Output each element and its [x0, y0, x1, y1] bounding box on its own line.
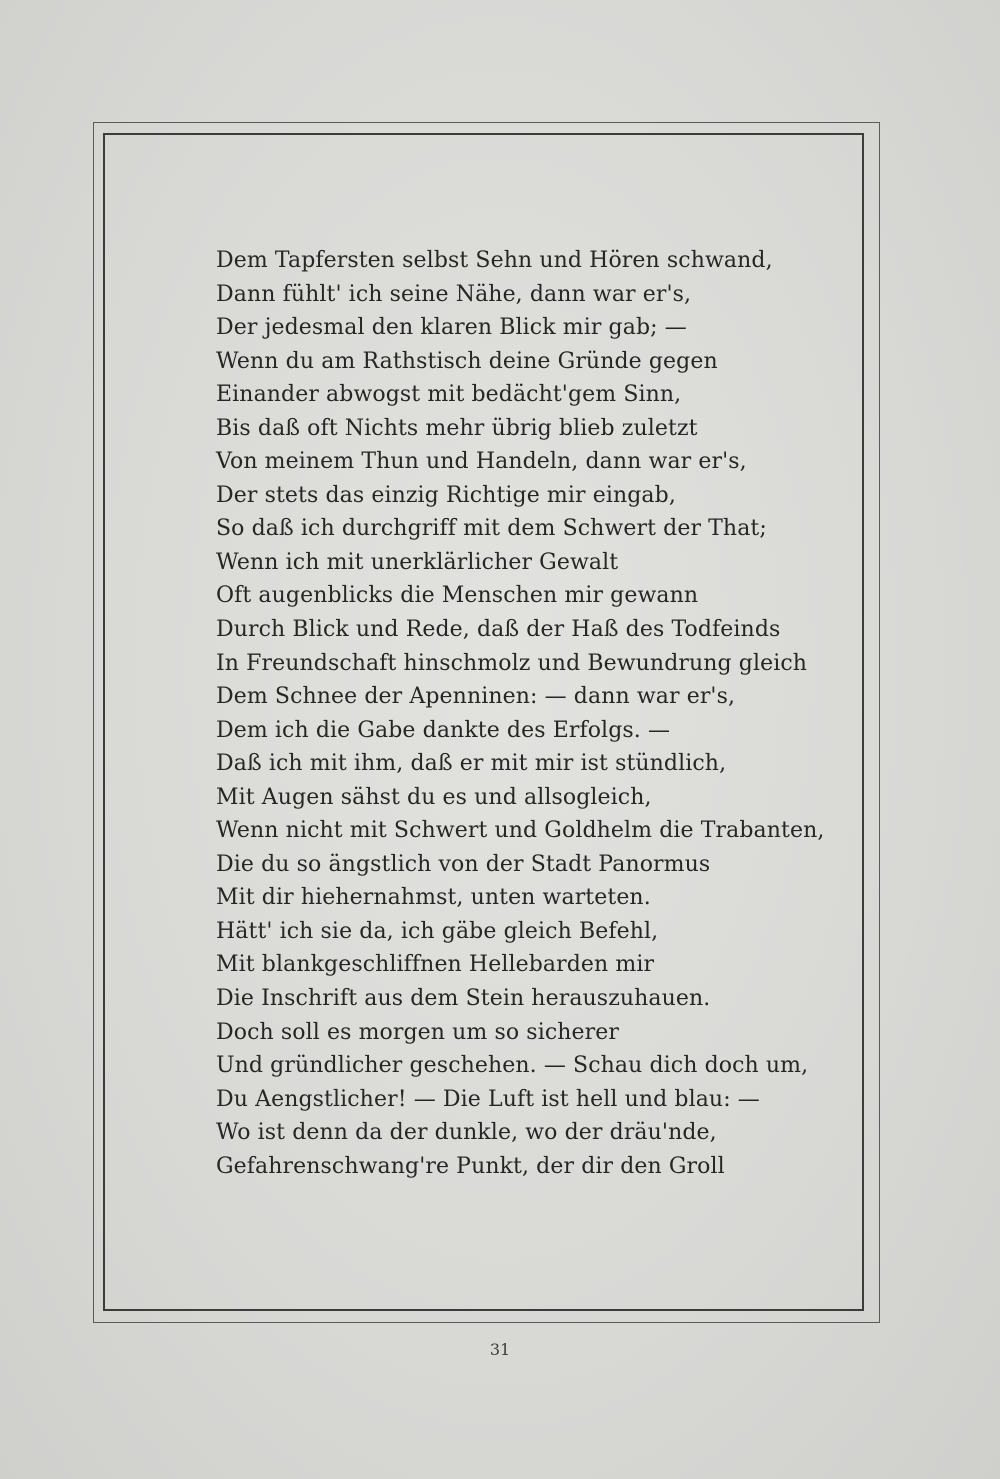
verse-line: So daß ich durchgriff mit dem Schwert der That;	[216, 516, 767, 542]
verse-line: Von meinem Thun und Handeln, dann war er's,	[216, 449, 747, 475]
verse-line: Doch soll es morgen um so sicherer	[216, 1019, 619, 1045]
verse-line: Du Aengstlicher! — Die Luft ist hell und blau: —	[216, 1086, 760, 1112]
verse-text-block	[216, 244, 825, 1183]
verse-line: Gefahrenschwang're Punkt, der dir den Groll	[216, 1153, 725, 1179]
verse-line: Dem Tapfersten selbst Sehn und Hören schwand,	[216, 248, 773, 273]
verse-line: Die Inschrift aus dem Stein herauszuhauen.	[216, 986, 711, 1012]
verse-line: Bis daß oft Nichts mehr übrig blieb zuletzt	[216, 415, 698, 441]
verse-line: Dann fühlt' ich seine Nähe, dann war er's,	[216, 281, 692, 307]
verse-line: Der jedesmal den klaren Blick mir gab; —	[216, 315, 687, 341]
verse-line: Wenn nicht mit Schwert und Goldhelm die Trabanten,	[216, 818, 825, 844]
verse-line: Daß ich mit ihm, daß er mit mir ist stündlich,	[216, 751, 727, 777]
verse-line: Wenn ich mit unerklärlicher Gewalt	[216, 549, 619, 575]
verse-line: Mit dir hiehernahmst, unten warteten.	[216, 885, 651, 911]
verse-line: Oft augenblicks die Menschen mir gewann	[216, 583, 699, 609]
verse-line: Wo ist denn da der dunkle, wo der dräu'nde,	[216, 1120, 717, 1146]
verse-line: Hätt' ich sie da, ich gäbe gleich Befehl,	[216, 918, 659, 944]
verse-line: Der stets das einzig Richtige mir eingab,	[216, 482, 676, 508]
verse-line: Durch Blick und Rede, daß der Haß des Todfeinds	[216, 617, 781, 643]
page-number: 31	[489, 1340, 511, 1359]
verse-line: Mit Augen sähst du es und allsogleich,	[216, 784, 652, 810]
verse-line: Mit blankgeschliffnen Hellebarden mir	[216, 952, 655, 978]
verse-line: Wenn du am Rathstisch deine Gründe gegen	[216, 348, 718, 374]
verse-line: Dem ich die Gabe dankte des Erfolgs. —	[216, 717, 671, 743]
verse-line: In Freundschaft hinschmolz und Bewundrung gleich	[216, 650, 808, 676]
verse-line: Dem Schnee der Apenninen: — dann war er's,	[216, 684, 736, 710]
verse-line: Die du so ängstlich von der Stadt Panormus	[216, 851, 711, 877]
verse-line: Einander abwogst mit bedächt'gem Sinn,	[216, 382, 682, 408]
verse-line: Und gründlicher geschehen. — Schau dich doch um,	[216, 1053, 809, 1079]
